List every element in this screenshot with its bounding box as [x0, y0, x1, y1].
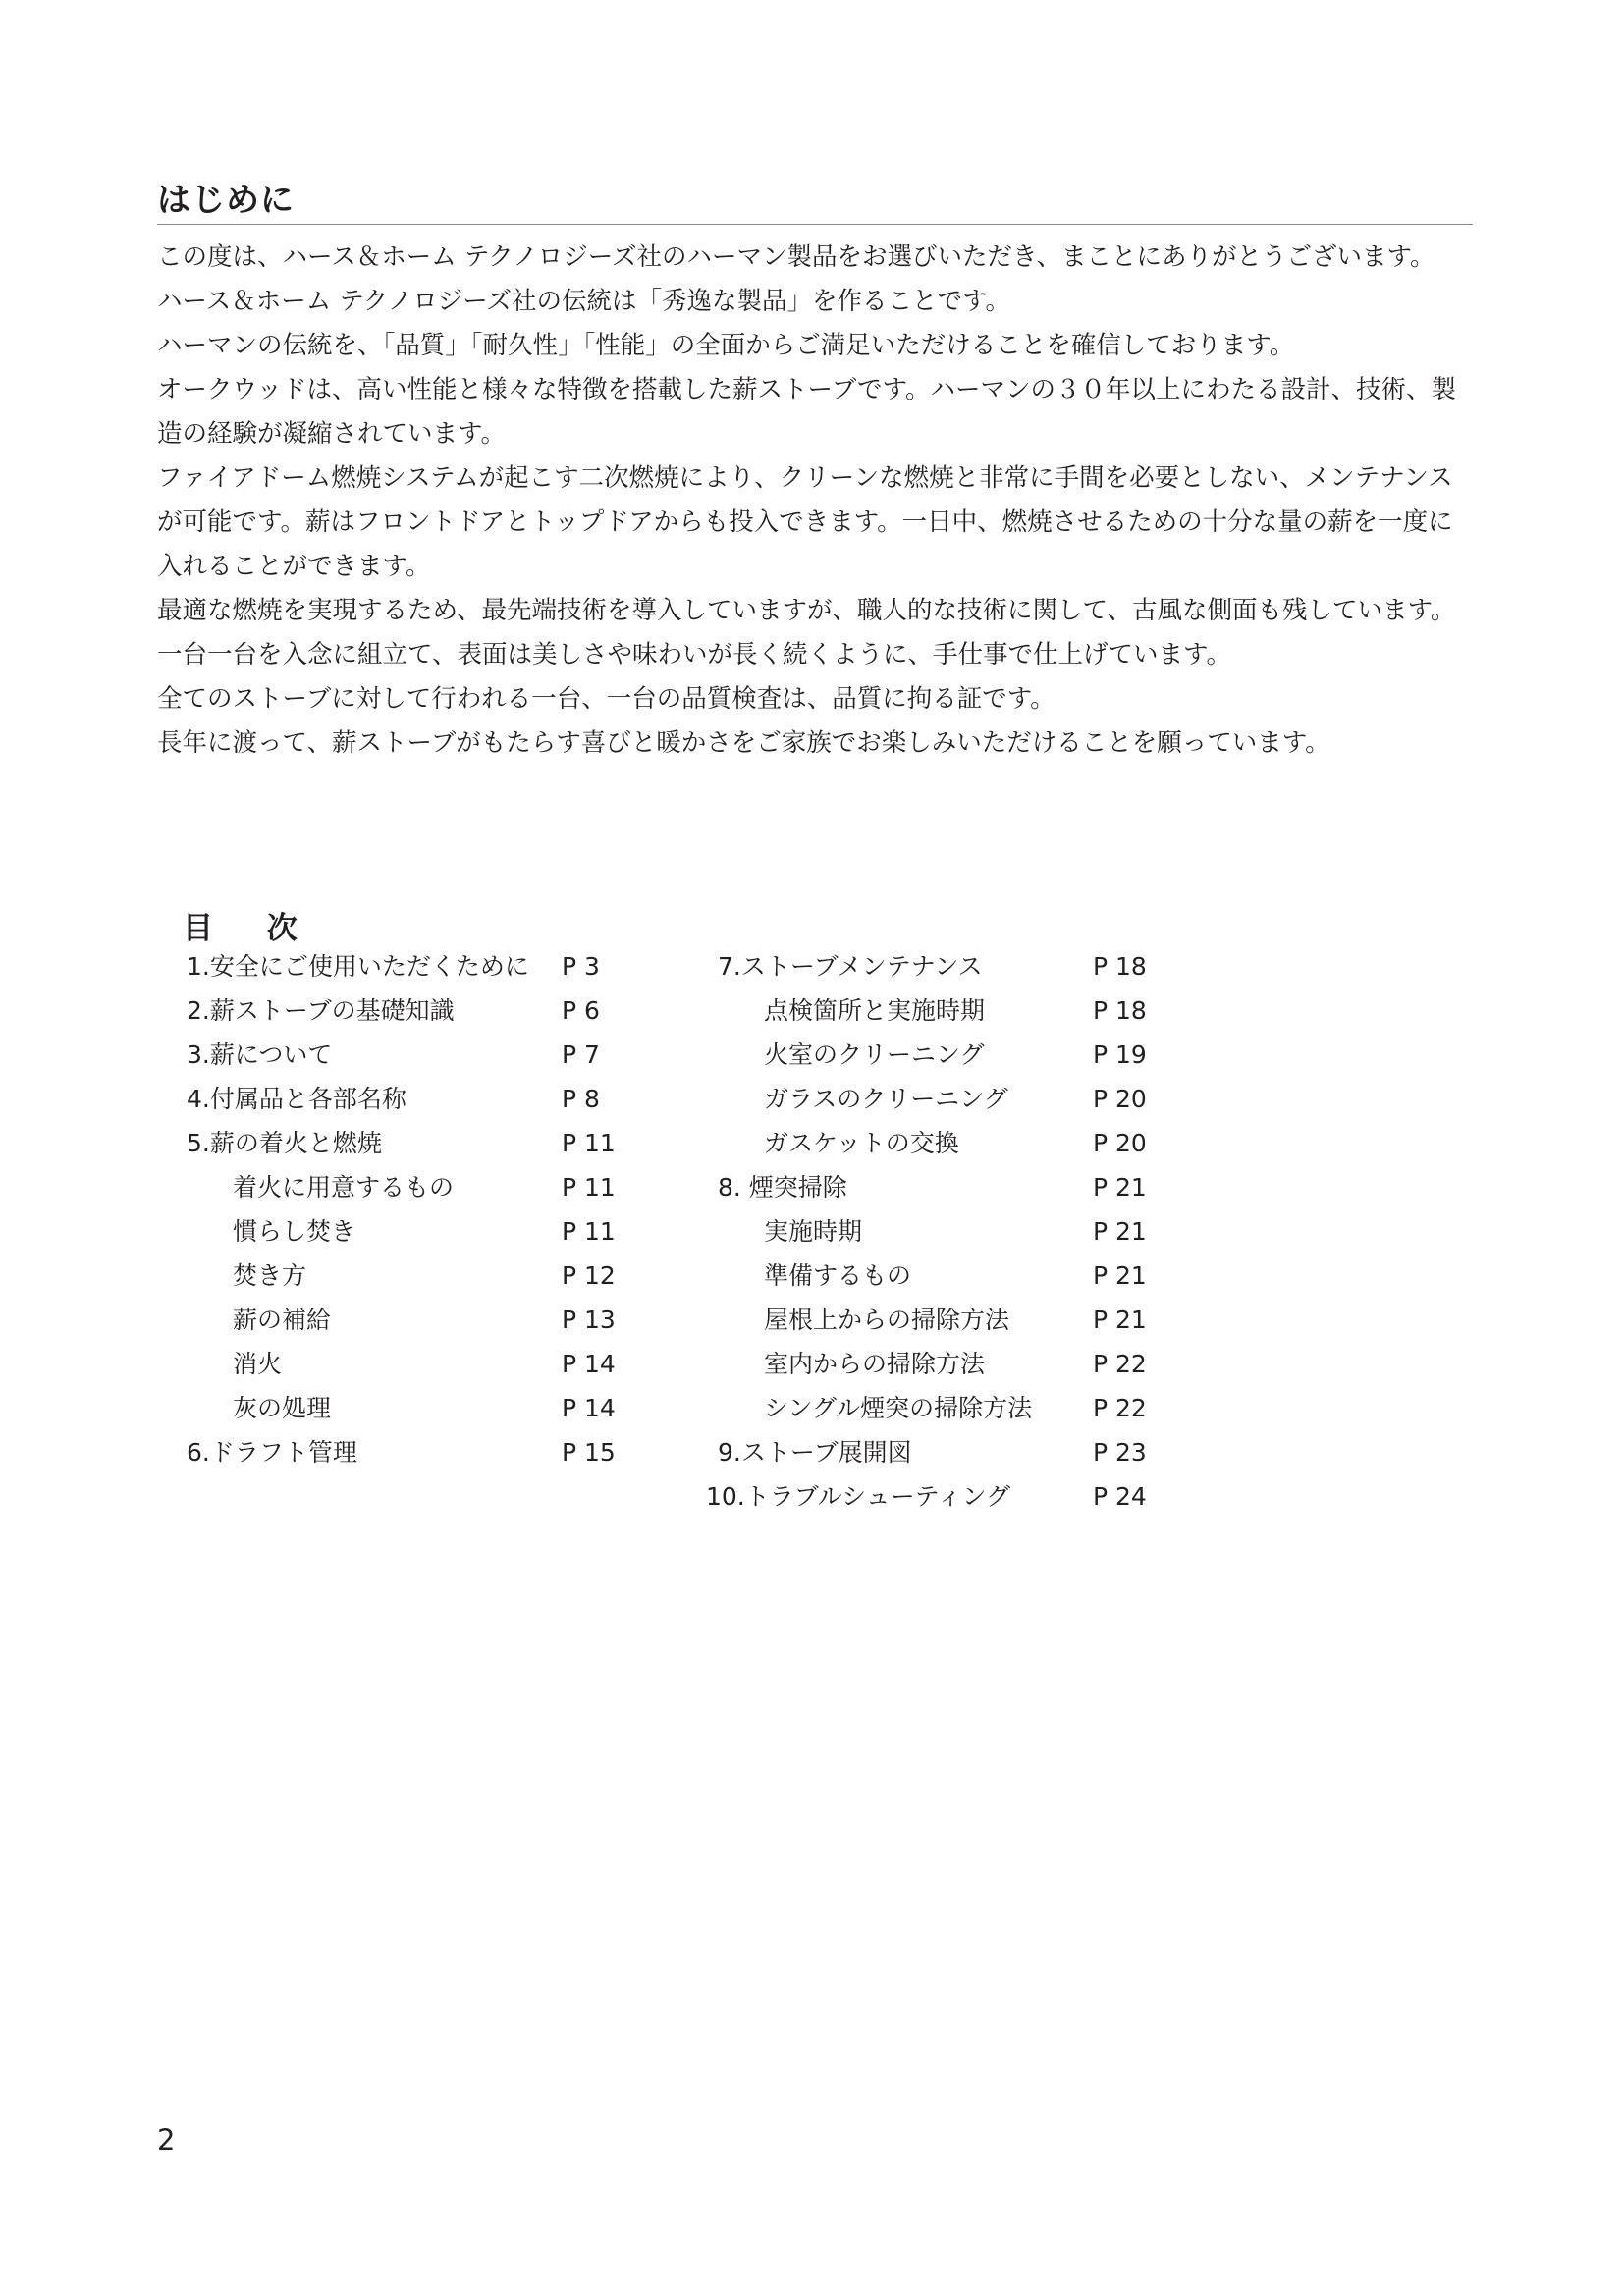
toc-page: P 11 — [562, 1217, 616, 1246]
intro-line: 一台一台を入念に組立て、表面は美しさや味わいが長く続くように、手仕事で仕上げています。 — [157, 640, 1231, 669]
toc-page: P 21 — [1093, 1261, 1147, 1290]
toc-sublabel: ガスケットの交換 — [764, 1129, 959, 1157]
page-number: 2 — [157, 2123, 176, 2157]
intro-line: この度は、ハース＆ホーム テクノロジーズ社のハーマン製品をお選びいただき、まことにありがとうございます。 — [157, 242, 1435, 272]
toc-label: 5.薪の着火と燃焼 — [187, 1129, 382, 1157]
intro-line: 全てのストーブに対して行われる一台、一台の品質検査は、品質に拘る証です。 — [157, 684, 1056, 714]
toc-page: P 20 — [1093, 1129, 1147, 1157]
toc-page: P 15 — [562, 1438, 616, 1467]
intro-line: 入れることができます。 — [157, 552, 431, 581]
section-heading: はじめに — [157, 181, 295, 220]
intro-line: ハーマンの伝統を、「品質」「耐久性」「性能」の全面からご満足いただけることを確信しております。 — [157, 331, 1295, 360]
toc-page: P 24 — [1093, 1482, 1147, 1511]
toc-sublabel: 薪の補給 — [233, 1306, 332, 1334]
toc-page: P 21 — [1093, 1173, 1147, 1201]
toc-page: P 18 — [1093, 952, 1147, 981]
toc-sublabel: 灰の処理 — [233, 1394, 332, 1422]
toc-page: P 6 — [562, 996, 600, 1025]
toc-label: 6.ドラフト管理 — [187, 1438, 357, 1467]
toc-label: 10.トラブルシューティング — [706, 1482, 1011, 1511]
toc-sublabel: 消火 — [233, 1350, 283, 1378]
toc-label: 8. 煙突掃除 — [718, 1173, 847, 1201]
toc-page: P 7 — [562, 1041, 600, 1069]
intro-paragraph — [157, 236, 1483, 766]
intro-line: が可能です。薪はフロントドアとトップドアからも投入できます。一日中、燃焼させるための十分な量の薪を一度に — [157, 507, 1453, 537]
toc-sublabel: 準備するもの — [764, 1261, 912, 1290]
intro-line: 最適な燃焼を実現するため、最先端技術を導入していますが、職人的な技術に関して、古風な側面も残しています。 — [157, 596, 1456, 625]
toc-sublabel: 慣らし焚き — [233, 1217, 356, 1246]
toc-sublabel: 着火に用意するもの — [233, 1173, 455, 1201]
toc-sublabel: 実施時期 — [764, 1217, 863, 1246]
intro-line: ハース＆ホーム テクノロジーズ社の伝統は「秀逸な製品」を作ることです。 — [157, 287, 1010, 316]
toc-page: P 13 — [562, 1306, 616, 1334]
toc-page: P 21 — [1093, 1217, 1147, 1246]
toc-label: 4.付属品と各部名称 — [187, 1085, 406, 1113]
toc-sublabel: 点検箇所と実施時期 — [764, 996, 986, 1025]
toc-page: P 22 — [1093, 1394, 1147, 1422]
toc-sublabel: ガラスのクリーニング — [764, 1085, 1008, 1113]
intro-line: 造の経験が凝縮されています。 — [157, 419, 506, 449]
toc-sublabel: 室内からの掃除方法 — [764, 1350, 986, 1378]
toc-label: 7.ストーブメンテナンス — [718, 952, 983, 981]
intro-line: オークウッドは、高い性能と様々な特徴を搭載した薪ストーブです。ハーマンの３０年以上にわたる設計、技術、製 — [157, 375, 1456, 404]
toc-page: P 19 — [1093, 1041, 1147, 1069]
toc-title: 目 次 — [183, 911, 319, 946]
toc-label: 2.薪ストーブの基礎知識 — [187, 996, 455, 1025]
toc-label: 9.ストーブ展開図 — [718, 1438, 912, 1467]
toc-page: P 21 — [1093, 1306, 1147, 1334]
toc-page: P 14 — [562, 1350, 616, 1378]
toc-sublabel: 焚き方 — [233, 1261, 307, 1290]
intro-line: 長年に渡って、薪ストーブがもたらす喜びと暖かさをご家族でお楽しみいただけることを願っています。 — [157, 728, 1330, 758]
toc-page: P 11 — [562, 1173, 616, 1201]
toc-page: P 18 — [1093, 996, 1147, 1025]
toc-label: 1.安全にご使用いただくために — [187, 952, 529, 981]
toc-page: P 11 — [562, 1129, 616, 1157]
heading-divider — [157, 224, 1473, 225]
toc-page: P 14 — [562, 1394, 616, 1422]
toc-page: P 3 — [562, 952, 600, 981]
intro-line: ファイアドーム燃焼システムが起こす二次燃焼により、クリーンな燃焼と非常に手間を必要としない、メンテナンス — [157, 463, 1453, 493]
toc-page: P 23 — [1093, 1438, 1147, 1467]
toc-page: P 12 — [562, 1261, 616, 1290]
toc-page: P 8 — [562, 1085, 600, 1113]
toc-sublabel: シングル煙突の掃除方法 — [764, 1394, 1033, 1422]
toc-sublabel: 屋根上からの掃除方法 — [764, 1306, 1010, 1334]
toc-page: P 20 — [1093, 1085, 1147, 1113]
toc-page: P 22 — [1093, 1350, 1147, 1378]
toc-label: 3.薪について — [187, 1041, 333, 1069]
toc-sublabel: 火室のクリーニング — [764, 1041, 985, 1069]
